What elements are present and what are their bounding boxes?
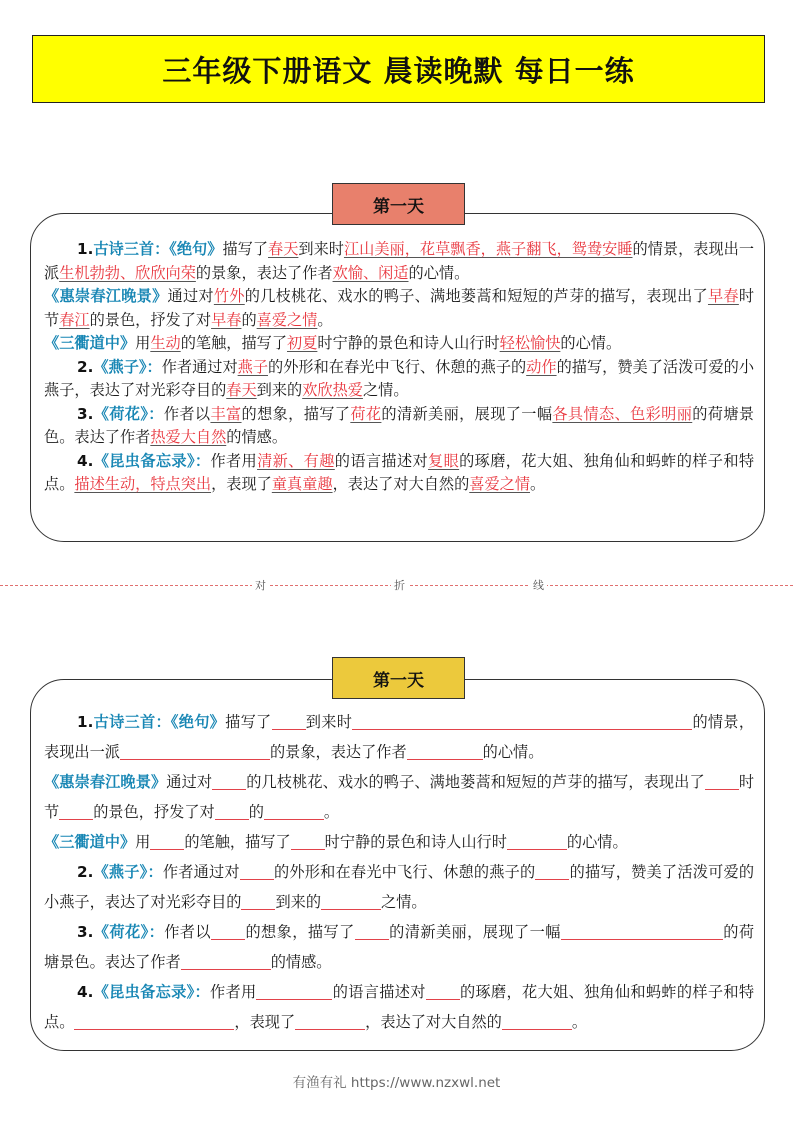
unit-title: 古诗三首：	[93, 240, 170, 258]
answer-item-1c	[44, 332, 754, 356]
text: 作者用	[210, 451, 258, 470]
blank-input[interactable]	[535, 864, 569, 880]
colon: ：	[146, 357, 162, 376]
answer: 初夏	[287, 334, 318, 352]
blank-input[interactable]	[264, 804, 324, 820]
item-number: 4.	[77, 451, 94, 470]
exercise-content	[44, 707, 754, 1037]
blank-input[interactable]	[291, 834, 325, 850]
blank-input[interactable]	[352, 714, 692, 730]
poem-title: 《惠崇春江晚景》	[44, 287, 168, 305]
blank-input[interactable]	[705, 774, 739, 790]
text: 描写了	[222, 240, 268, 258]
answer: 荷花	[350, 404, 382, 423]
text: 的几枝桃花、戏水的鸭子、满地蒌蒿和短短的芦芽的描写，表现出了	[244, 287, 708, 305]
poem-title: 《绝句》	[170, 713, 226, 731]
blank-input[interactable]	[59, 804, 93, 820]
answer: 江山美丽，花草飘香，燕子翻飞，鸳鸯安睡	[343, 240, 633, 258]
text: 的外形和在春光中飞行、休憩的燕子的	[273, 863, 536, 881]
text: 作者通过对	[162, 863, 240, 881]
blank-input[interactable]	[181, 954, 271, 970]
text: 的荷塘景色。表达了作者	[44, 404, 755, 446]
text: 用	[135, 833, 151, 851]
exercise-card	[30, 679, 765, 1051]
blank-input[interactable]	[150, 834, 184, 850]
text: 的想象，描写了	[241, 404, 351, 423]
colon: ：	[148, 923, 165, 941]
answer: 欢欣热爱	[302, 381, 363, 399]
text: ，表达了对大自然的	[332, 475, 470, 493]
item-number: 3.	[77, 923, 94, 941]
unit-title: 古诗三首：	[93, 713, 171, 731]
answer: 热爱大自然	[150, 428, 227, 446]
text: 的描写，赞美了活泼可爱的小燕子，表达了对光彩夺目的	[44, 863, 755, 911]
text: 的情景，表现出一派	[44, 713, 755, 761]
text: 之情。	[362, 381, 409, 399]
text: 的情感。	[226, 428, 287, 446]
blank-input[interactable]	[240, 864, 274, 880]
text: 的	[248, 803, 264, 821]
blank-input[interactable]	[426, 984, 460, 1000]
answer-item-1	[44, 238, 754, 285]
poem-title: 《三衢道中》	[44, 833, 136, 851]
answer-item-1b	[44, 285, 754, 332]
blank-input[interactable]	[689, 924, 723, 940]
blank-input[interactable]	[241, 894, 275, 910]
answer-card	[30, 213, 765, 542]
item-number: 2.	[77, 863, 94, 881]
answer: 轻松愉快	[499, 334, 561, 352]
poem-title: 《荷花》	[93, 404, 149, 423]
answer: 春天	[226, 381, 257, 399]
text: 的心情。	[560, 334, 622, 352]
poem-title: 《惠崇春江晚景》	[44, 773, 167, 791]
poem-title: 《燕子》	[93, 357, 147, 376]
item-number: 2.	[77, 357, 94, 376]
answer: 生机勃勃、欣欣向荣	[59, 263, 196, 282]
colon: ：	[147, 863, 163, 881]
answer: 竹外	[213, 287, 245, 305]
text: 作者以	[163, 404, 211, 423]
text: 的心情。	[482, 743, 544, 761]
answer: 动作	[526, 357, 557, 376]
answer: 清新、有趣	[257, 451, 335, 470]
text: 的	[241, 310, 257, 329]
poem-title: 《三衢道中》	[44, 334, 136, 352]
blank-input[interactable]	[407, 744, 483, 760]
poem-title: 《绝句》	[169, 240, 223, 258]
answer: 喜爱之情	[469, 475, 530, 493]
poem-title: 《昆虫备忘录》	[93, 451, 195, 470]
text: 的琢磨，花大姐、独角仙和蚂蚱的样子和特点。	[44, 983, 755, 1031]
answer: 春江	[59, 310, 90, 329]
footer-watermark: 有渔有礼 https://www.nzxwl.net	[292, 1075, 501, 1091]
text: 的荷塘景色。表达了作者	[44, 923, 755, 971]
text: 作者以	[164, 923, 212, 941]
text: 的情感。	[270, 953, 332, 971]
blank-input[interactable]	[120, 744, 270, 760]
fold-label: 折	[391, 577, 408, 593]
text: 的琢磨，花大姐、独角仙和蚂蚱的样子和特点。	[44, 451, 755, 493]
answer: 复眼	[428, 451, 460, 470]
text: 。	[317, 310, 333, 329]
text: 通过对	[166, 773, 213, 791]
answer: 早春	[707, 287, 739, 305]
answer: 燕子	[237, 357, 268, 376]
text: 的几枝桃花、戏水的鸭子、满地蒌蒿和短短的芦芽的描写，表现出了	[246, 773, 705, 791]
text: 的语言描述对	[334, 451, 429, 470]
answer: 春天	[268, 240, 299, 258]
text: 到来时	[298, 240, 344, 258]
text: 的笔触，描写了	[184, 833, 291, 851]
text: 时宁静的景色和诗人山行时	[324, 833, 507, 851]
blank-input[interactable]	[507, 834, 567, 850]
item-number: 1.	[77, 240, 94, 258]
blank-input[interactable]	[561, 924, 689, 940]
text: 之情。	[381, 893, 427, 911]
text: 描写了	[225, 713, 272, 731]
exercise-item-1	[44, 707, 754, 767]
text: 的清新美丽，展现了一幅	[381, 404, 553, 423]
text: 的心情。	[408, 263, 470, 282]
text: 的景象，表达了作者	[195, 263, 333, 282]
day-badge-answers: 第一天	[332, 183, 465, 225]
text: 的笔触，描写了	[180, 334, 287, 352]
text: 的情景，表现出一派	[44, 240, 754, 282]
answer-content	[44, 238, 754, 497]
text: 。	[530, 475, 546, 493]
blank-input[interactable]	[295, 1014, 365, 1030]
answer: 喜爱之情	[256, 310, 318, 329]
blank-input[interactable]	[74, 1014, 234, 1030]
text: 作者用	[209, 983, 257, 1001]
exercise-item-1c	[44, 827, 754, 857]
answer: 生动	[150, 334, 181, 352]
text: 的景色，抒发了对	[93, 803, 215, 821]
answer-item-2	[44, 356, 754, 403]
answer: 各具情态、色彩明丽	[552, 404, 693, 423]
text: 到来的	[256, 381, 303, 399]
text: 的想象，描写了	[245, 923, 355, 941]
answer-item-4	[44, 450, 754, 497]
text: 的景象，表达了作者	[269, 743, 407, 761]
poem-title: 《燕子》	[93, 863, 148, 881]
blank-input[interactable]	[272, 714, 306, 730]
exercise-item-2	[44, 857, 754, 917]
text: 的语言描述对	[332, 983, 426, 1001]
blank-input[interactable]	[321, 894, 381, 910]
exercise-item-4	[44, 977, 754, 1037]
text: ，表达了对大自然的	[365, 1013, 502, 1031]
page-title: 三年级下册语文 晨读晚默 每日一练	[162, 53, 635, 88]
item-number: 3.	[77, 404, 94, 423]
item-number: 4.	[77, 983, 94, 1001]
text: 到来的	[275, 893, 321, 911]
text: 的外形和在春光中飞行、休憩的燕子的	[268, 357, 527, 376]
text: ，表现了	[211, 475, 272, 493]
colon: ：	[148, 404, 164, 423]
text: 时宁静的景色和诗人山行时	[317, 334, 500, 352]
answer: 童真童趣	[271, 475, 333, 493]
text: 的景色，抒发了对	[89, 310, 212, 329]
colon: ：	[194, 983, 210, 1001]
blank-input[interactable]	[215, 804, 249, 820]
text: 时节	[44, 773, 755, 821]
blank-input[interactable]	[211, 924, 245, 940]
title-banner	[32, 35, 765, 103]
blank-input[interactable]	[355, 924, 389, 940]
answer: 丰富	[210, 404, 242, 423]
day-badge-exercise: 第一天	[332, 657, 465, 699]
answer: 欢愉、闲适	[332, 263, 409, 282]
fold-label: 对	[252, 577, 269, 593]
text: 。	[571, 1013, 587, 1031]
item-number: 1.	[77, 713, 94, 731]
exercise-item-3	[44, 917, 754, 977]
text: 用	[135, 334, 151, 352]
exercise-item-1b	[44, 767, 754, 827]
text: 通过对	[167, 287, 214, 305]
text: 时节	[44, 287, 755, 329]
text: 的描写，赞美了活泼可爱的小燕子，表达了对光彩夺目的	[44, 357, 754, 399]
answer: 早春	[211, 310, 242, 329]
poem-title: 《荷花》	[93, 923, 149, 941]
colon: ：	[194, 451, 211, 470]
text: 的心情。	[566, 833, 628, 851]
text: 作者通过对	[161, 357, 238, 376]
blank-input[interactable]	[502, 1014, 572, 1030]
blank-input[interactable]	[256, 984, 332, 1000]
fold-label: 线	[530, 577, 547, 593]
answer-item-3	[44, 403, 754, 450]
text: 到来时	[305, 713, 353, 731]
text: ，表现了	[234, 1013, 296, 1031]
blank-input[interactable]	[212, 774, 246, 790]
poem-title: 《昆虫备忘录》	[93, 983, 195, 1001]
answer: 描述生动，特点突出	[74, 475, 212, 493]
text: 。	[323, 803, 340, 821]
text: 的清新美丽，展现了一幅	[388, 923, 561, 941]
